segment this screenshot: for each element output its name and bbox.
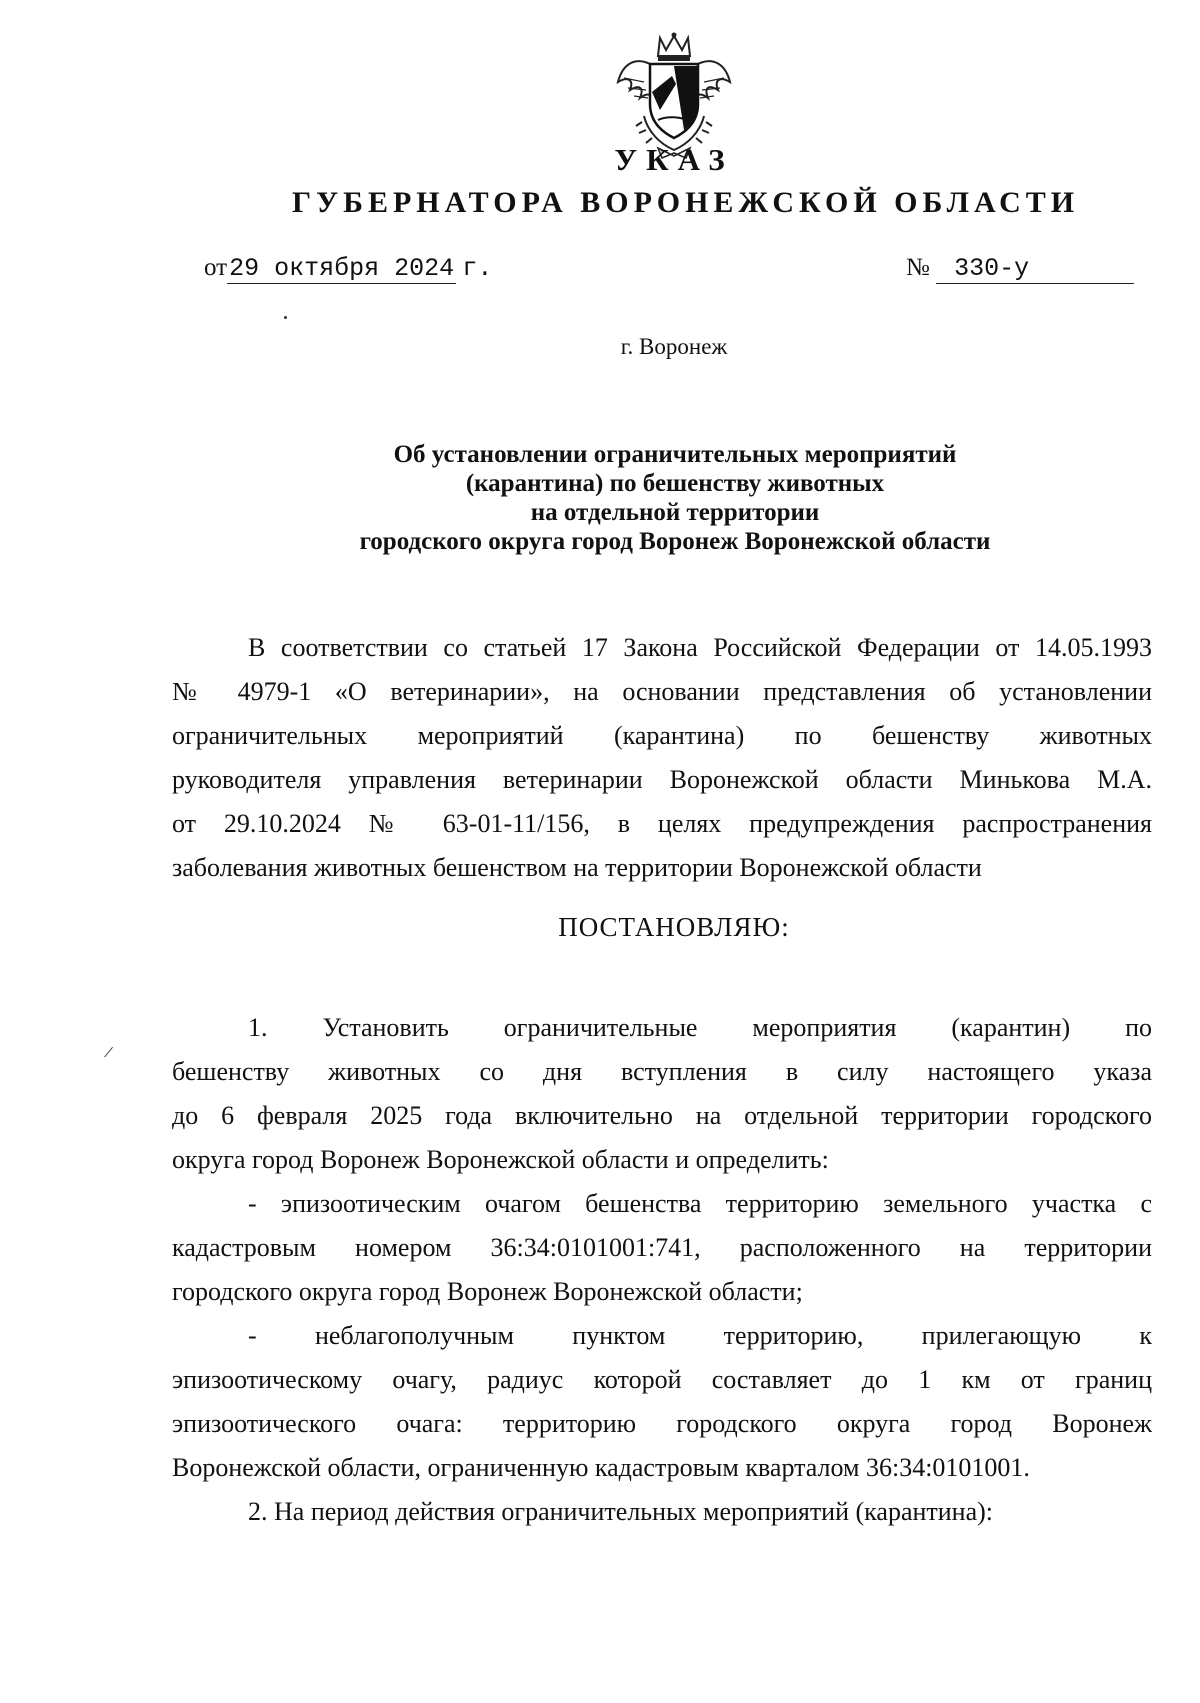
text-line: от 29.10.2024 № 63-01-11/156, в целях предупреждения распространения <box>172 809 1152 838</box>
text-line: заболевания животных бешенством на территории Воронежской области <box>172 853 982 882</box>
number-prefix: № <box>906 254 930 281</box>
issuer-title: ГУБЕРНАТОРА ВОРОНЕЖСКОЙ ОБЛАСТИ <box>292 186 1080 219</box>
text-line: руководителя управления ветеринарии Воронежской области Минькова М.А. <box>172 765 1152 794</box>
text-line: округа город Воронеж Воронежской области и определить: <box>172 1145 829 1174</box>
text-line: бешенству животных со дня вступления в силу настоящего указа <box>172 1057 1152 1086</box>
text-line: эпизоотическому очагу, радиус которой составляет до 1 км от границ <box>172 1365 1152 1394</box>
decree-subject <box>250 440 1100 556</box>
issue-date <box>204 254 492 284</box>
issue-city: г. Воронеж <box>620 334 728 359</box>
date-suffix: г. <box>462 254 493 283</box>
item-1-sub-2-paragraph <box>172 1314 1152 1490</box>
date-prefix: от <box>204 254 228 281</box>
text-line: ограничительных мероприятий (карантина) по бешенству животных <box>172 721 1152 750</box>
item-2-paragraph <box>172 1490 1152 1534</box>
text-line: 2. На период действия ограничительных мероприятий (карантина): <box>248 1497 994 1526</box>
voronezh-coat-of-arms-icon <box>614 32 734 160</box>
text-line: - неблагополучным пунктом территорию, прилегающую к <box>248 1321 1152 1350</box>
subject-line: Об установлении ограничительных мероприятий <box>393 441 957 468</box>
text-line: кадастровым номером 36:34:0101001:741, расположенного на территории <box>172 1233 1152 1262</box>
preamble-paragraph <box>172 626 1152 890</box>
date-value: 29 октября 2024 <box>229 254 455 283</box>
scan-speck <box>284 316 287 319</box>
text-line: эпизоотического очага: территорию городского округа город Воронеж <box>172 1409 1152 1438</box>
document-type-title: УКАЗ <box>614 142 734 177</box>
text-line: городского округа город Воронеж Воронежской области; <box>172 1277 803 1306</box>
item-1-sub-1-paragraph <box>172 1182 1152 1314</box>
scan-pen-mark: / <box>102 1041 115 1063</box>
text-line: № 4979-1 «О ветеринарии», на основании представления об установлении <box>172 677 1152 706</box>
item-1-paragraph <box>172 1006 1152 1182</box>
text-line: В соответствии со статьей 17 Закона Российской Федерации от 14.05.1993 <box>248 633 1152 662</box>
resolution-word: ПОСТАНОВЛЯЮ: <box>558 912 790 942</box>
document-number <box>906 254 1134 284</box>
text-line: Воронежской области, ограниченную кадастровым кварталом 36:34:0101001. <box>172 1453 1030 1482</box>
number-value: 330-у <box>954 254 1030 283</box>
text-line: 1. Установить ограничительные мероприятия (карантин) по <box>248 1013 1152 1042</box>
subject-line: (карантина) по бешенству животных <box>465 470 885 497</box>
subject-line: городского округа город Воронеж Воронежской области <box>359 528 991 555</box>
text-line: - эпизоотическим очагом бешенства территорию земельного участка с <box>248 1189 1152 1218</box>
subject-line: на отдельной территории <box>530 499 820 526</box>
text-line: до 6 февраля 2025 года включительно на отдельной территории городского <box>172 1101 1152 1130</box>
